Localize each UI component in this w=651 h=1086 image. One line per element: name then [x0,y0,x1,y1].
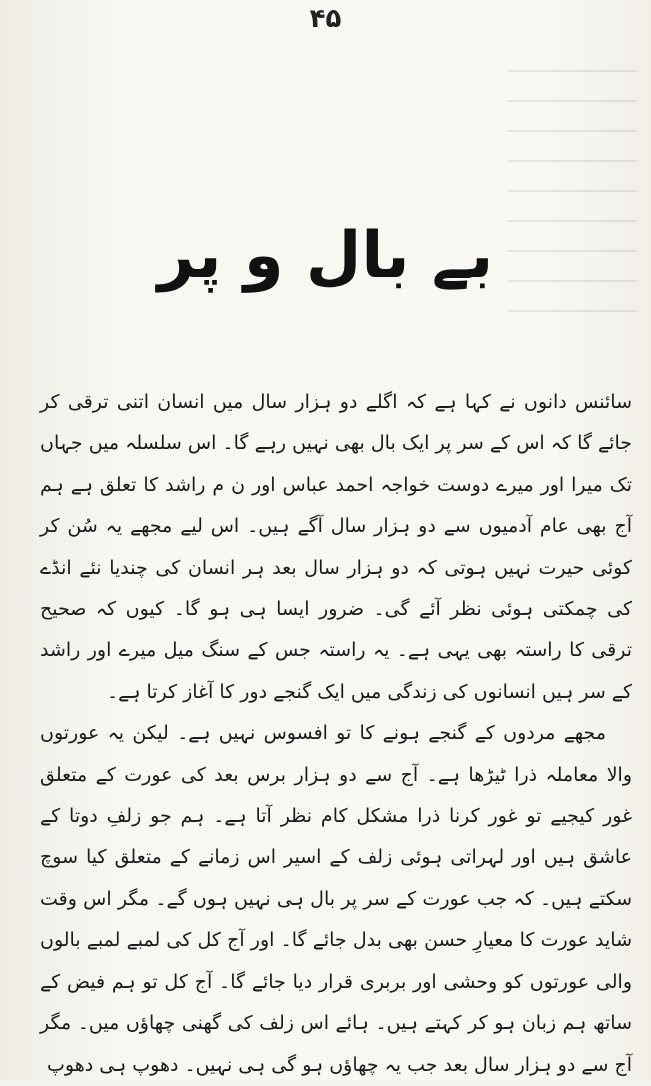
chapter-title: بے بال و پر [157,219,494,293]
body-text [40,382,632,1086]
page-number: ۴۵ [309,4,342,34]
paragraph: مجھے مردوں کے گنجے ہونے کا تو افسوس نہیں ہے۔ لیکن یہ عورتوں والا معاملہ ذرا ٹیڑھا ہے۔ آج سے دو ہزار برس بعد کی عورت کے متعلق غور کیجیے تو غور کرنا ذرا مشکل کام نظر آتا ہے۔ ہم جو زلفِ دوتا کے عاشق ہیں اور لہراتی ہوئی زلف کے اسیر اس زمانے کے متعلق کیا سوچ سکتے ہیں۔ کہ جب عورت کے سر پر بال ہی نہیں ہوں گے۔ مگر اس وقت شاید عورت کا معیارِ حسن بھی بدل جائے گا۔ اور آج کل کی لمبے لمبے بالوں والی عورتوں کو وحشی اور بربری قرار دیا جائے گا۔ آج کل تو ہم فیض کے ساتھ ہم زبان ہو کر کہتے ہیں۔ ہائے اس زلف کی گھنی چھاؤں میں۔ مگر آج سے دو ہزار سال بعد جب یہ چھاؤں ہو گی ہی نہیں۔ دھوپ ہی دھوپ [40,722,632,1076]
paragraph: سائنس دانوں نے کہا ہے کہ اگلے دو ہزار سال میں انسان اتنی ترقی کر جائے گا کہ اس کے سر پر ایک بال بھی نہیں رہے گا۔ اس سلسلہ میں جہاں تک میرا اور میرے دوست خواجہ احمد عباس اور ن م راشد کا تعلق ہے ہم آج بھی عام آدمیوں سے دو ہزار سال آگے ہیں۔ اس لیے مجھے یہ سُن کر کوئی حیرت نہیں ہوتی کہ دو ہزار سال بعد ہر انسان کی چندیا نئے انڈے کی چمکتی ہوئی نظر آئے گی۔ ضرور ایسا ہی ہو گا۔ کیوں کہ صحیح ترقی کا راستہ بھی یہی ہے۔ یہ راستہ جس کے سنگ میل میرے اور راشد کے سر ہیں انسانوں کی زندگی میں ایک گنجے دور کا آغاز کرتا ہے۔ [40,391,632,703]
